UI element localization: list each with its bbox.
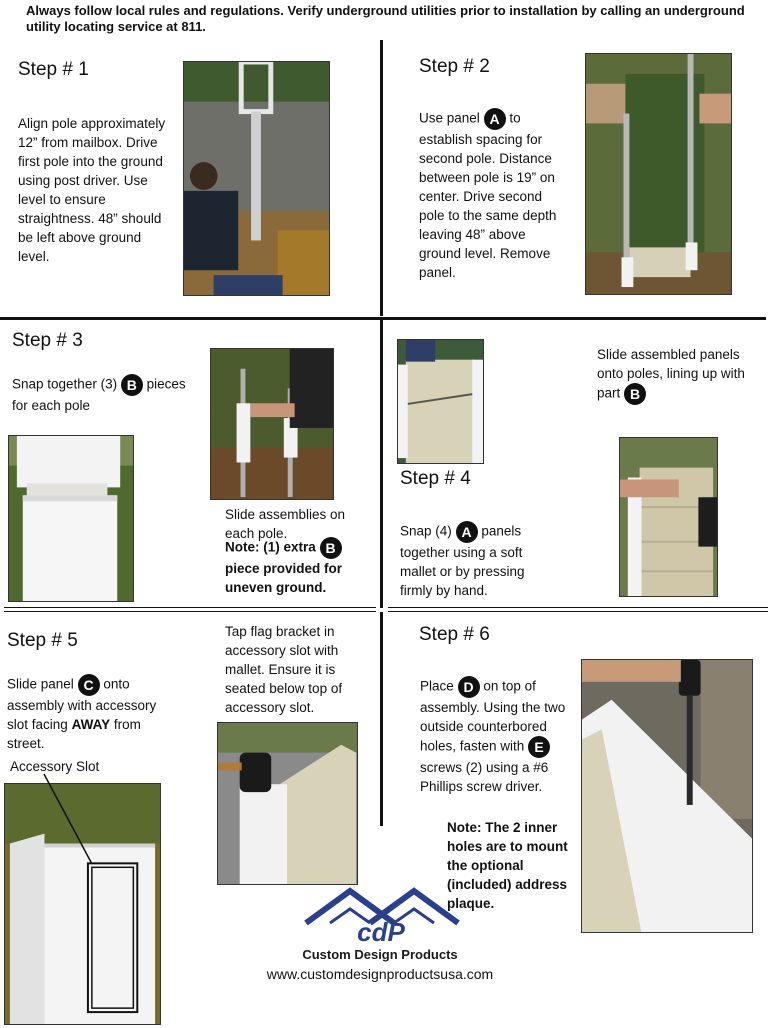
step2-text <box>419 108 569 282</box>
step1-title: Step # 1 <box>18 59 89 80</box>
step4-title: Step # 4 <box>400 468 471 489</box>
part-a-badge: A <box>484 108 506 130</box>
step2-text-before: Use panel <box>419 110 480 126</box>
step1-photo <box>183 61 330 296</box>
step3-slide-text: Slide assemblies on each pole. <box>225 507 346 541</box>
step3-text <box>12 374 192 415</box>
utility-warning: Always follow local rules and regulations. Verify underground utilities prior to installation by calling an underground utility locating service at 811. <box>26 3 745 34</box>
step5-text-after: onto assembly with accessory slot facing <box>7 676 157 732</box>
step3-title: Step # 3 <box>12 330 83 351</box>
step3-note-text: Note: (1) extra <box>225 539 316 555</box>
divider-vertical-middle <box>380 320 383 608</box>
part-b-badge: B <box>320 537 342 559</box>
part-d-badge: D <box>458 676 480 698</box>
step3-note-after: piece provided for uneven ground. <box>225 561 343 595</box>
divider-horizontal-2-right <box>388 607 768 612</box>
divider-horizontal-2-left <box>4 607 376 612</box>
website-url: www.customdesignproductsusa.com <box>266 966 494 982</box>
step4-slide-label: Slide assembled panels onto poles, lining up with part <box>597 347 745 401</box>
step6-text <box>420 676 570 796</box>
step2-text-after: to establish spacing for second pole. Distance between pole is 19” on center. Drive second pole to the same depth leaving 48” above ground level. Remove panel. <box>419 110 557 280</box>
logo-mark: cdP <box>357 917 405 947</box>
step6-note: Note: The 2 inner holes are to mount the optional (included) address plaque. <box>447 820 568 911</box>
step3-text-after: pieces for each pole <box>12 376 186 413</box>
step6-text-mid: on top of assembly. Using the two outside counterbored holes, fasten with <box>420 678 566 754</box>
step5-photo-mallet <box>217 722 358 885</box>
step3-note <box>225 537 375 597</box>
part-a-badge: A <box>456 521 478 543</box>
step4-slide-text <box>597 345 757 405</box>
step3-photo-assemblies <box>210 348 334 500</box>
step6-title: Step # 6 <box>419 624 490 645</box>
step4-snap-text <box>400 521 550 600</box>
accessory-slot-callout: Accessory Slot <box>10 759 100 774</box>
step5-title: Step # 5 <box>7 630 78 651</box>
step1-text: Align pole approximately 12” from mailbox. Drive first pole into the ground using post driver. Use level to ensure straightness. 48” should be left above ground level. <box>18 116 166 264</box>
cdp-logo-icon <box>300 885 462 947</box>
step4-snap-after: panels together using a soft mallet or by pressing firmly by hand. <box>400 523 525 598</box>
step5-tap-text: Tap flag bracket in accessory slot with mallet. Ensure it is seated below top of accessory slot. <box>225 624 343 715</box>
part-b-badge: B <box>121 374 143 396</box>
part-c-badge: C <box>78 674 100 696</box>
step3-photo-pieces <box>8 435 134 602</box>
step3-text-before: Snap together (3) <box>12 376 118 392</box>
step4-snap-before: Snap (4) <box>400 523 452 539</box>
step6-photo-screwdriver <box>581 659 753 933</box>
step2-photo <box>585 53 732 295</box>
step2-title: Step # 2 <box>419 56 490 77</box>
step5-text <box>7 674 162 753</box>
part-e-badge: E <box>528 736 550 758</box>
step4-photo-slide <box>619 437 718 597</box>
brand-name: Custom Design Products <box>302 947 458 962</box>
divider-horizontal-1 <box>0 317 766 320</box>
divider-vertical-top <box>380 40 383 316</box>
step5-text-end: from street. <box>7 717 141 751</box>
part-b-badge: B <box>624 383 646 405</box>
divider-vertical-bottom <box>380 612 383 826</box>
step5-text-before: Slide panel <box>7 676 74 692</box>
step5-away: AWAY <box>71 717 111 732</box>
step6-text-end: screws (2) using a #6 Phillips screw driver. <box>420 760 549 794</box>
callout-arrow-icon <box>40 770 100 870</box>
step4-photo-snap <box>397 339 484 464</box>
step6-place: Place <box>420 678 454 694</box>
